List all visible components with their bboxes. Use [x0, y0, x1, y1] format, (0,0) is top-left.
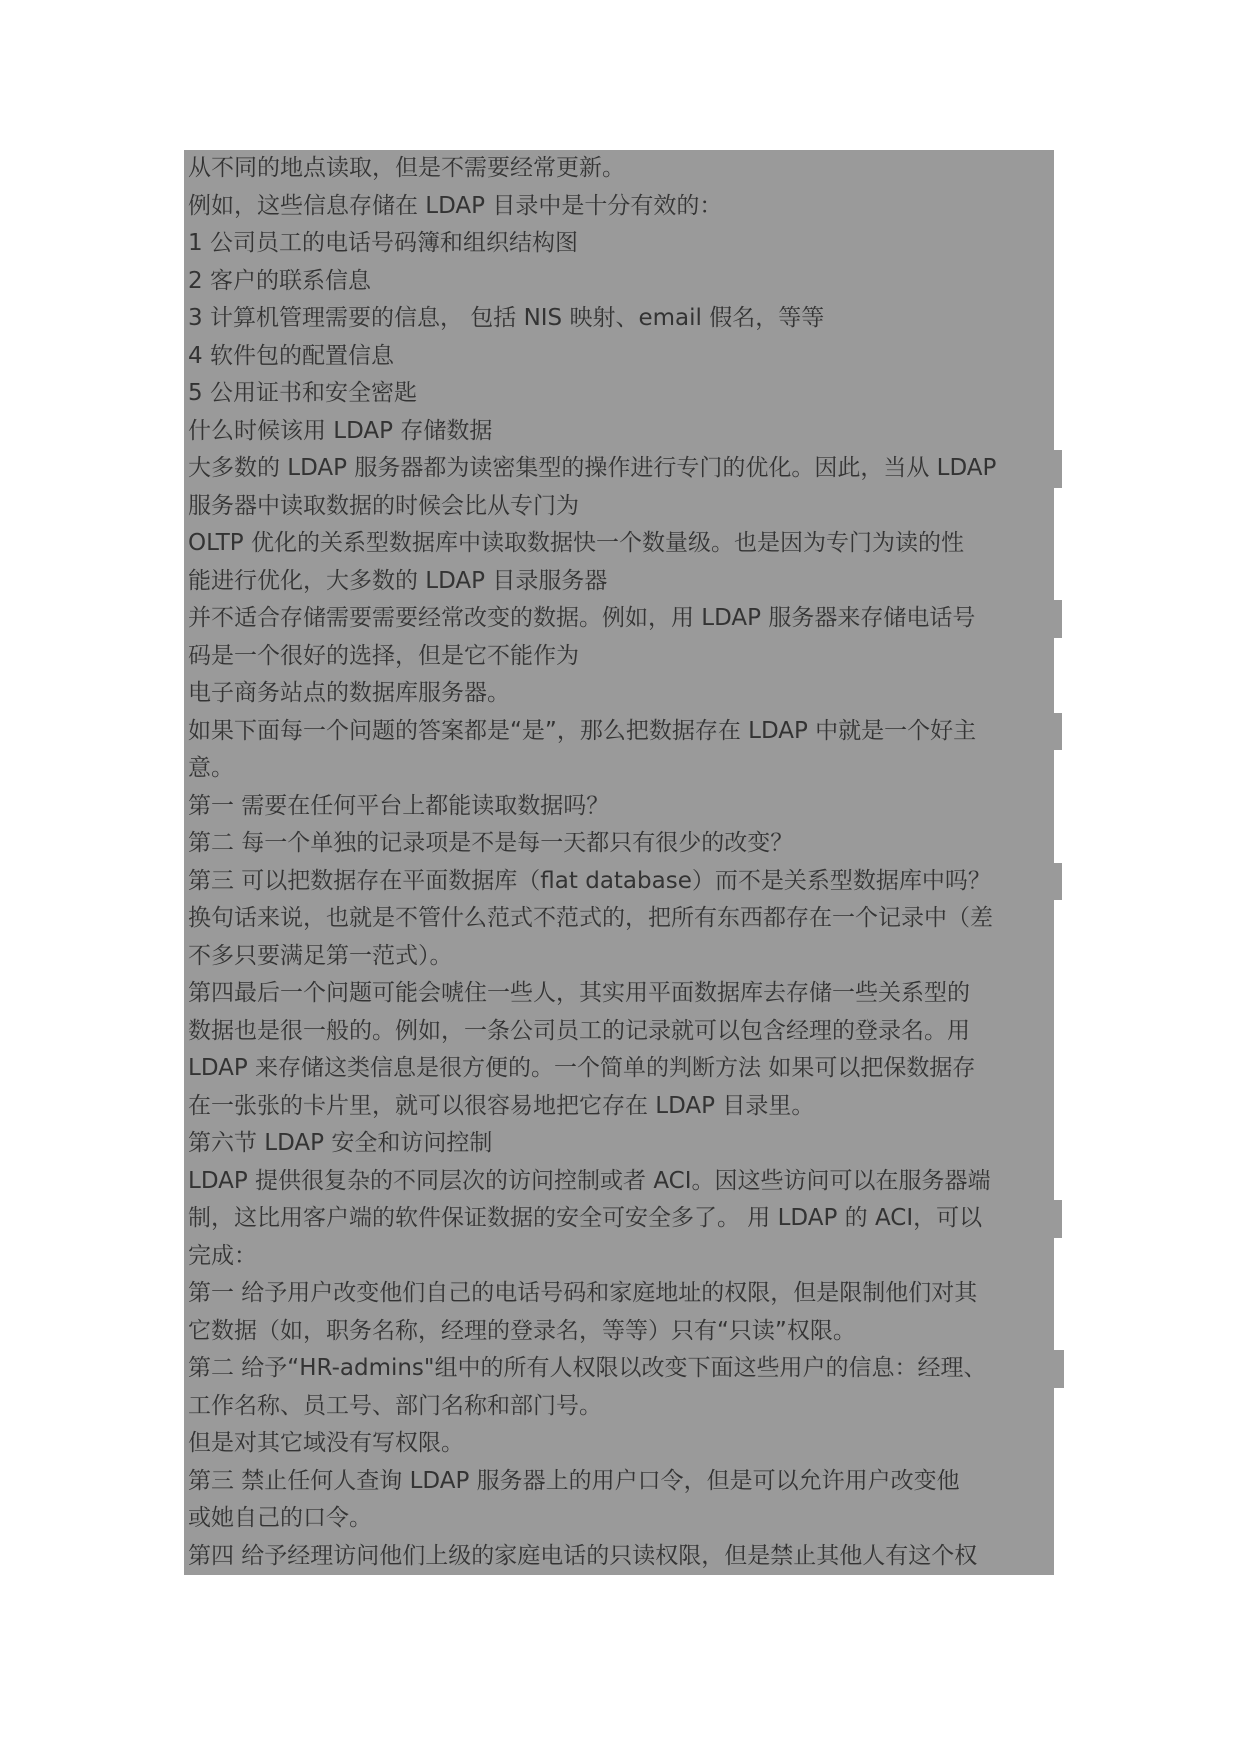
- text-line: 从不同的地点读取，但是不需要经常更新。: [184, 150, 1056, 188]
- text-line: 例如，这些信息存储在 LDAP 目录中是十分有效的：: [184, 188, 1056, 226]
- text-line: 电子商务站点的数据库服务器。: [184, 675, 1056, 713]
- text-line: 第三 禁止任何人查询 LDAP 服务器上的用户口令，但是可以允许用户改变他: [184, 1463, 1056, 1501]
- list-item: 2 客户的联系信息: [184, 263, 1056, 301]
- text-line: OLTP 优化的关系型数据库中读取数据快一个数量级。也是因为专门为读的性: [184, 525, 1056, 563]
- section-heading: 第六节 LDAP 安全和访问控制: [184, 1125, 1056, 1163]
- text-line: 但是对其它域没有写权限。: [184, 1425, 1056, 1463]
- text-line: 并不适合存储需要需要经常改变的数据。例如，用 LDAP 服务器来存储电话号: [184, 600, 1056, 638]
- text-line: 第一 给予用户改变他们自己的电话号码和家庭地址的权限，但是限制他们对其: [184, 1275, 1056, 1313]
- text-line: 大多数的 LDAP 服务器都为读密集型的操作进行专门的优化。因此，当从 LDAP: [184, 450, 1056, 488]
- text-line: 第四 给予经理访问他们上级的家庭电话的只读权限，但是禁止其他人有这个权: [184, 1538, 1056, 1576]
- text-line: 如果下面每一个问题的答案都是“是”，那么把数据存在 LDAP 中就是一个好主: [184, 713, 1056, 751]
- question-item: 第一 需要在任何平台上都能读取数据吗？: [184, 788, 1056, 826]
- text-line: 第二 给予“HR-admins"组中的所有人权限以改变下面这些用户的信息：经理、: [184, 1350, 1056, 1388]
- text-line: 不多只要满足第一范式）。: [184, 938, 1056, 976]
- text-line: 数据也是很一般的。例如，一条公司员工的记录就可以包含经理的登录名。用: [184, 1013, 1056, 1051]
- list-item: 3 计算机管理需要的信息， 包括 NIS 映射、email 假名，等等: [184, 300, 1056, 338]
- list-item: 1 公司员工的电话号码簿和组织结构图: [184, 225, 1056, 263]
- text-line: 制，这比用客户端的软件保证数据的安全可安全多了。 用 LDAP 的 ACI，可以: [184, 1200, 1056, 1238]
- text-line: 换句话来说，也就是不管什么范式不范式的，把所有东西都存在一个记录中（差: [184, 900, 1056, 938]
- text-line: 工作名称、员工号、部门名称和部门号。: [184, 1388, 1056, 1426]
- text-line: 完成：: [184, 1238, 1056, 1276]
- text-line: 或她自己的口令。: [184, 1500, 1056, 1538]
- text-line: 码是一个很好的选择，但是它不能作为: [184, 638, 1056, 676]
- list-item: 4 软件包的配置信息: [184, 338, 1056, 376]
- text-line: 第四最后一个问题可能会唬住一些人，其实用平面数据库去存储一些关系型的: [184, 975, 1056, 1013]
- section-heading: 什么时候该用 LDAP 存储数据: [184, 413, 1056, 451]
- text-line: 能进行优化，大多数的 LDAP 目录服务器: [184, 563, 1056, 601]
- text-line: 它数据（如，职务名称，经理的登录名，等等）只有“只读”权限。: [184, 1313, 1056, 1351]
- list-item: 5 公用证书和安全密匙: [184, 375, 1056, 413]
- text-line: LDAP 来存储这类信息是很方便的。一个简单的判断方法 如果可以把保数据存: [184, 1050, 1056, 1088]
- text-line: 在一张张的卡片里，就可以很容易地把它存在 LDAP 目录里。: [184, 1088, 1056, 1126]
- question-item: 第三 可以把数据存在平面数据库（flat database）而不是关系型数据库中吗？: [184, 863, 1056, 901]
- text-line: 服务器中读取数据的时候会比从专门为: [184, 488, 1056, 526]
- text-line: LDAP 提供很复杂的不同层次的访问控制或者 ACI。因这些访问可以在服务器端: [184, 1163, 1056, 1201]
- text-line: 意。: [184, 750, 1056, 788]
- question-item: 第二 每一个单独的记录项是不是每一天都只有很少的改变？: [184, 825, 1056, 863]
- highlighted-text-block: [184, 150, 1056, 1575]
